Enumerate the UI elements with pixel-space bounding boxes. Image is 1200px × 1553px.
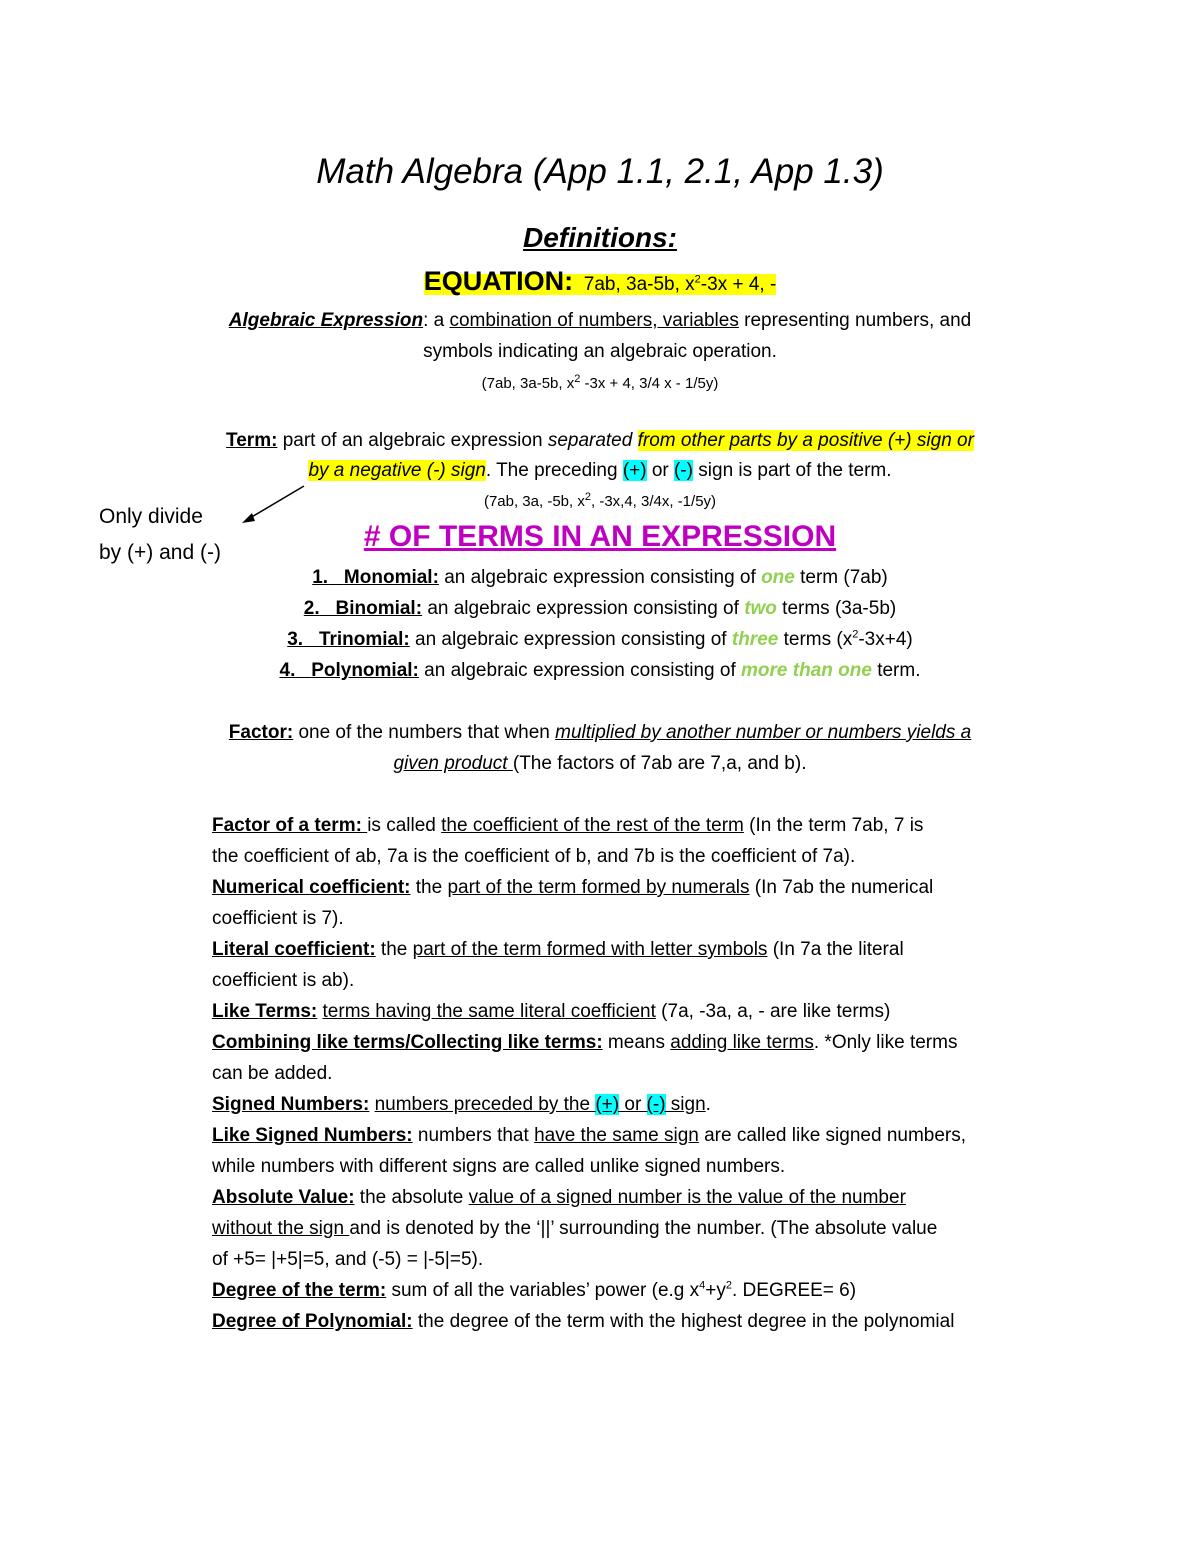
entry-text: and is denoted by the ‘||’ surrounding the number. (The absolute value (349, 1218, 938, 1239)
entry-text: (7a, -3a, a, - are like terms) (655, 1001, 891, 1022)
term-definition-highlight2: by a negative (-) sign (308, 460, 486, 481)
entry-underlined: have the same sign (534, 1125, 699, 1146)
entry-sup: 4 (699, 1279, 706, 1292)
entry-text: the absolute (354, 1187, 469, 1208)
entry-term: Like Terms: (212, 1001, 318, 1022)
signed-numbers-line (212, 1094, 711, 1116)
entry-underlined: terms having the same literal coefficient (322, 1001, 656, 1022)
algebraic-example-a: (7ab, 3a-5b, x (481, 375, 575, 392)
algebraic-expression-term: Algebraic Expression (228, 310, 424, 331)
factor-line1 (0, 722, 1200, 744)
algebraic-expression-line1 (0, 310, 1200, 332)
like-signed-numbers-line1 (212, 1125, 966, 1147)
entry-underlined: or (619, 1094, 647, 1115)
entry-term: Absolute Value: (212, 1187, 355, 1208)
entry-text: the (375, 939, 413, 960)
degree-of-polynomial-line (212, 1311, 954, 1333)
equation-highlight (423, 266, 777, 296)
numerical-coefficient-line1 (212, 877, 933, 899)
term-definition-or: or (646, 460, 675, 481)
entry-underlined: without the sign (212, 1218, 350, 1239)
algebraic-example-b: -3x + 4, 3/4 x - 1/5y) (580, 375, 719, 392)
entry-underlined: adding like terms (670, 1032, 814, 1053)
entry-text: sum of all the variables’ power (e.g x (386, 1280, 700, 1301)
factor-text2: (The factors of 7ab are 7,a, and b). (512, 753, 807, 774)
term-type-desc: an algebraic expression consisting of (409, 629, 732, 650)
term-definition-text3: sign is part of the term. (693, 460, 892, 481)
equation-examples-a: 7ab, 3a-5b, x (583, 274, 695, 295)
entry-text: numbers that (412, 1125, 535, 1146)
algebraic-expression-rest: representing numbers, and (738, 310, 972, 331)
term-type-tail: terms (3a-5b) (776, 598, 897, 619)
term-type-desc: an algebraic expression consisting of (438, 567, 762, 588)
literal-coefficient-line2: coefficient is ab). (212, 970, 355, 991)
entry-text: . DEGREE= 6) (732, 1280, 857, 1301)
entry-text: means (602, 1032, 671, 1053)
algebraic-expression-example (0, 375, 1200, 392)
term-type-tail-b: -3x+4) (858, 629, 913, 650)
term-type-number: 3. (287, 629, 304, 650)
term-type-count: more than one (741, 660, 872, 681)
term-type-polynomial (0, 660, 1200, 682)
factor-of-term-line2: the coefficient of ab, 7a is the coefficient of b, and 7b is the coefficient of 7a). (212, 846, 856, 867)
term-example-sup: 2 (584, 491, 591, 503)
entry-text: are called like signed numbers, (698, 1125, 967, 1146)
term-type-desc: an algebraic expression consisting of (422, 598, 745, 619)
entry-text: . *Only like terms (813, 1032, 958, 1053)
factor-term: Factor: (228, 722, 294, 743)
term-definition-term: Term: (226, 430, 278, 451)
like-terms-line (212, 1001, 890, 1023)
term-type-monomial (0, 567, 1200, 589)
term-definition-line2 (0, 460, 1200, 482)
entry-underlined: part of the term formed with letter symbols (412, 939, 768, 960)
combining-like-terms-line2: can be added. (212, 1063, 333, 1084)
equation-label: EQUATION: (423, 266, 574, 296)
entry-term: Like Signed Numbers: (212, 1125, 413, 1146)
factor-of-term-line1 (212, 815, 923, 837)
term-type-desc: an algebraic expression consisting of (418, 660, 742, 681)
entry-term: Literal coefficient: (212, 939, 376, 960)
entry-text: (In 7ab the numerical (749, 877, 934, 898)
entry-term: Combining like terms/Collecting like terms: (212, 1032, 603, 1053)
term-type-name: Trinomial: (318, 629, 410, 650)
minus-sign-highlight: (-) (646, 1094, 666, 1115)
term-type-number: 1. (312, 567, 329, 588)
entry-term: Numerical coefficient: (212, 877, 411, 898)
minus-sign-highlight: (-) (674, 460, 694, 481)
entry-text: . (705, 1094, 711, 1115)
term-type-trinomial (0, 629, 1200, 651)
algebraic-expression-line2: symbols indicating an algebraic operation. (423, 341, 777, 362)
term-type-tail: term (7ab) (794, 567, 888, 588)
factor-line2 (0, 753, 1200, 775)
entry-term: Factor of a term: (212, 815, 368, 836)
term-type-number: 2. (303, 598, 320, 619)
term-definition-highlight1: from other parts by a positive (+) sign or (637, 430, 974, 451)
like-signed-numbers-line2: while numbers with different signs are called unlike signed numbers. (212, 1156, 786, 1177)
absolute-value-line2 (212, 1218, 937, 1240)
plus-sign-highlight: (+) (595, 1094, 620, 1115)
term-type-name: Polynomial: (311, 660, 419, 681)
algebraic-example-sup: 2 (574, 373, 581, 385)
equation-line (0, 266, 1200, 297)
term-type-name: Binomial: (335, 598, 423, 619)
term-type-count: one (761, 567, 795, 588)
term-definition-line1 (0, 430, 1200, 452)
entry-text: the degree of the term with the highest degree in the polynomial (412, 1311, 955, 1332)
entry-term: Signed Numbers: (212, 1094, 370, 1115)
combining-like-terms-line1 (212, 1032, 957, 1054)
entry-underlined: the coefficient of the rest of the term (441, 815, 744, 836)
entry-text: is called (367, 815, 442, 836)
entry-underlined: value of a signed number is the value of the number (468, 1187, 906, 1208)
algebraic-expression-underlined: combination of numbers, variables (449, 310, 739, 331)
entry-text: the (410, 877, 448, 898)
page-title: Math Algebra (App 1.1, 2.1, App 1.3) (316, 152, 884, 191)
literal-coefficient-line1 (212, 939, 904, 961)
definitions-heading: Definitions: (523, 222, 677, 253)
term-example-a: (7ab, 3a, -5b, x (483, 493, 585, 510)
entry-underlined: part of the term formed by numerals (447, 877, 750, 898)
entry-underlined: numbers preceded by the (374, 1094, 596, 1115)
side-note-line2: by (+) and (-) (99, 541, 221, 564)
plus-sign-highlight: (+) (622, 460, 647, 481)
term-type-name: Monomial: (343, 567, 439, 588)
term-definition-text1: part of an algebraic expression (277, 430, 548, 451)
absolute-value-line1 (212, 1187, 906, 1209)
entry-text: (In the term 7ab, 7 is (743, 815, 924, 836)
term-type-sup: 2 (852, 628, 859, 641)
factor-text1: one of the numbers that when (293, 722, 556, 743)
entry-text: (In 7a the literal (767, 939, 904, 960)
terms-heading: # OF TERMS IN AN EXPRESSION (363, 520, 837, 553)
absolute-value-line3: of +5= |+5|=5, and (-5) = |-5|=5). (212, 1249, 484, 1270)
term-type-count: three (731, 629, 779, 650)
term-type-number: 4. (279, 660, 296, 681)
term-definition-text2: . The preceding (485, 460, 623, 481)
equation-sup: 2 (694, 273, 701, 286)
algebraic-expression-colon: : a (423, 310, 450, 331)
factor-italic1: multiplied by another number or numbers yields a (555, 722, 972, 743)
term-type-count: two (744, 598, 777, 619)
entry-sup: 2 (725, 1279, 732, 1292)
numerical-coefficient-line2: coefficient is 7). (212, 908, 344, 929)
term-type-tail: term. (871, 660, 921, 681)
entry-term: Degree of the term: (212, 1280, 387, 1301)
term-example-b: , -3x,4, 3/4x, -1/5y) (590, 493, 717, 510)
factor-italic2: given product (393, 753, 513, 774)
term-type-tail: terms (x (778, 629, 853, 650)
equation-examples-b: -3x + 4, - (700, 274, 777, 295)
term-type-binomial (0, 598, 1200, 620)
entry-term: Degree of Polynomial: (212, 1311, 413, 1332)
entry-underlined: sign (665, 1094, 706, 1115)
degree-of-term-line (212, 1280, 856, 1302)
term-definition-italic: separated (547, 430, 633, 451)
side-note-line1: Only divide (99, 505, 203, 528)
entry-text: +y (705, 1280, 726, 1301)
